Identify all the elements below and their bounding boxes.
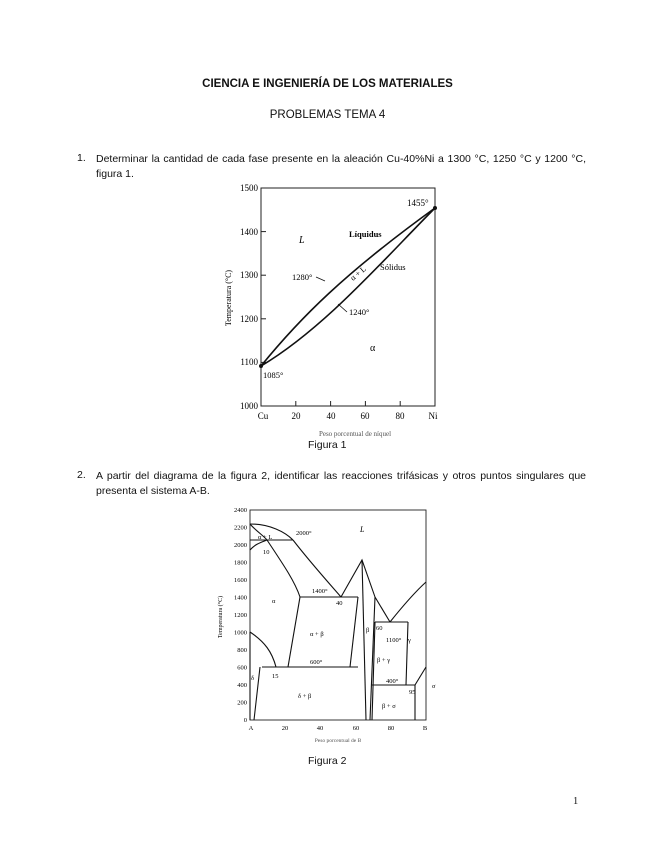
fig2-ytick-0: 0 xyxy=(243,717,247,724)
fig2-xtick-80: 80 xyxy=(387,725,395,732)
fig2-ytick-1800: 1800 xyxy=(234,559,247,567)
fig1-ytick-1500: 1500 xyxy=(240,183,258,193)
fig1-xtick-60: 60 xyxy=(360,411,370,421)
fig2-ytick-200: 200 xyxy=(237,699,247,707)
fig1-xtick-80: 80 xyxy=(395,411,405,421)
fig2-label-600: 600° xyxy=(310,659,323,666)
fig1-solidus-curve xyxy=(261,208,435,366)
fig1-xlabel: Peso porcentual de níquel xyxy=(318,430,392,438)
fig1-label-1085: 1085° xyxy=(263,370,284,380)
fig1-xtick-cu: Cu xyxy=(257,411,269,421)
fig2-ytick-2200: 2200 xyxy=(234,524,247,532)
fig2-ylabel: Temperatura (°C) xyxy=(218,595,224,639)
fig2-label-beta-sigma: β + σ xyxy=(382,703,396,710)
page-subtitle: PROBLEMAS TEMA 4 xyxy=(269,109,386,121)
page-number: 1 xyxy=(573,796,579,807)
fig1-label-1240: 1240° xyxy=(349,307,370,317)
fig2-axes-box xyxy=(250,510,426,720)
fig2-ytick-1400: 1400 xyxy=(234,594,247,602)
fig1-ytick-1400: 1400 xyxy=(240,227,258,237)
fig2-label-95: 95 xyxy=(409,689,416,696)
fig2-label-delta: δ xyxy=(251,675,255,682)
fig1-label-1455: 1455° xyxy=(407,198,429,208)
fig1-ytick-1100: 1100 xyxy=(240,357,258,367)
fig1-label-solidus: Sólidus xyxy=(380,262,406,272)
fig2-xtick-a: A xyxy=(248,725,254,732)
fig1-label-alpha: α xyxy=(370,343,376,354)
fig1-xtick-40: 40 xyxy=(326,411,336,421)
fig2-label-alpha-L: α + L xyxy=(258,534,273,541)
fig2-label-alpha: α xyxy=(272,598,276,605)
problem-2-number: 2. xyxy=(77,469,86,481)
fig2-ytick-600: 600 xyxy=(237,664,247,672)
fig1-label-liquidus: Líquidus xyxy=(349,229,382,239)
figure-2-ab-diagram xyxy=(210,502,450,750)
figure-2-caption: Figura 2 xyxy=(308,755,347,767)
fig2-label-sigma: σ xyxy=(432,683,436,690)
fig2-label-40: 40 xyxy=(336,600,343,607)
fig1-ytick-1300: 1300 xyxy=(240,270,258,280)
page-title: CIENCIA E INGENIERÍA DE LOS MATERIALES xyxy=(202,78,453,90)
fig1-point-1455 xyxy=(433,206,437,210)
fig2-xtick-b: B xyxy=(422,725,428,732)
fig2-xtick-60: 60 xyxy=(352,725,360,732)
fig1-label-L: L xyxy=(299,235,305,246)
fig2-label-2000: 2000° xyxy=(296,530,312,537)
fig2-xlabel: Peso porcentual de B xyxy=(314,738,362,744)
fig2-ytick-2000: 2000 xyxy=(234,542,247,549)
fig2-ytick-1200: 1200 xyxy=(234,612,247,619)
fig1-label-1280: 1280° xyxy=(292,272,313,282)
fig1-label-two-phase: α + L xyxy=(348,264,368,283)
fig2-xtick-40: 40 xyxy=(316,725,324,732)
problem-1-text: Determinar la cantidad de cada fase presente en la aleación Cu-40%Ni a 1300 °C, 1250 °C y 1200 °C, figura 1. xyxy=(96,153,586,180)
fig2-label-400: 400° xyxy=(386,678,399,685)
fig2-ytick-2400: 2400 xyxy=(234,507,247,514)
fig2-label-beta-gamma: β + γ xyxy=(377,657,391,664)
fig2-ytick-400: 400 xyxy=(237,682,247,689)
fig2-label-10: 10 xyxy=(263,549,270,556)
fig1-ylabel: Temperatura (°C) xyxy=(224,269,233,327)
fig1-xtick-20: 20 xyxy=(291,411,301,421)
fig2-label-1400: 1400° xyxy=(312,588,328,595)
fig2-label-alpha-beta: α + β xyxy=(310,631,324,638)
fig2-xtick-20: 20 xyxy=(281,725,289,732)
fig2-label-15: 15 xyxy=(272,673,279,680)
problem-1-number: 1. xyxy=(77,152,86,164)
fig2-label-delta-beta: δ + β xyxy=(298,693,312,700)
fig2-ytick-800: 800 xyxy=(237,647,247,654)
problem-2-text: A partir del diagrama de la figura 2, identificar las reacciones trifásicas y otros puntos singulares que presenta el sistema A-B. xyxy=(96,470,586,497)
fig1-ytick-1000: 1000 xyxy=(240,401,258,411)
figure-1-caption: Figura 1 xyxy=(308,439,347,451)
fig2-label-1100: 1100° xyxy=(386,637,402,644)
fig1-xtick-ni: Ni xyxy=(428,411,438,421)
fig1-point-1085 xyxy=(259,364,263,368)
fig2-label-beta: β xyxy=(366,627,370,634)
fig2-label-gamma: γ xyxy=(408,637,411,644)
fig1-liquidus-curve xyxy=(261,208,435,366)
fig1-ytick-1200: 1200 xyxy=(240,314,258,324)
fig2-phase-lines xyxy=(250,524,426,720)
figure-1-cu-ni-diagram xyxy=(205,178,465,440)
fig2-ytick-1000: 1000 xyxy=(234,629,247,637)
fig2-label-60: 60 xyxy=(376,625,383,632)
fig2-label-L: L xyxy=(360,525,365,534)
fig2-ytick-1600: 1600 xyxy=(234,577,247,584)
